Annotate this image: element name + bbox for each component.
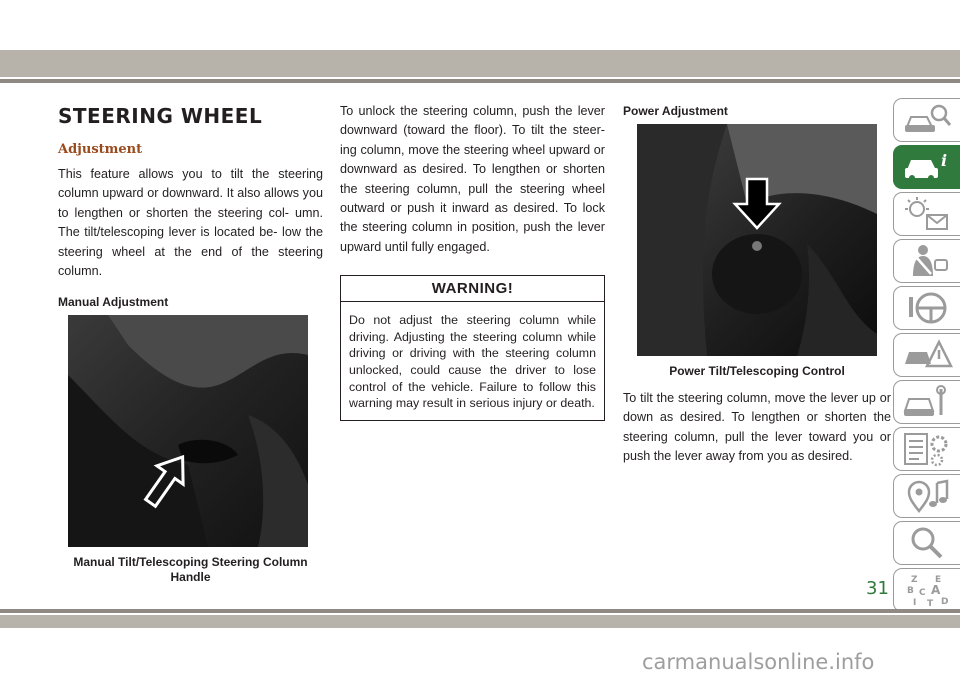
unlock-paragraph: To unlock the steering column, push the lever downward (toward the floor). To tilt the steer- ing column, move the steering wheel upward or downward as desired. To lengthen or shorten the steering column, pull the steering wheel outward or push it inward as desired. To lock the steering column in position, push the lever upward until fully engaged. <box>340 104 605 254</box>
tab-car-magnifier[interactable] <box>893 98 960 142</box>
car-warning-triangle-icon <box>901 336 953 374</box>
power-control-photo <box>637 124 877 356</box>
car-info-icon <box>901 148 953 186</box>
tab-car-info[interactable] <box>893 145 960 189</box>
manual-handle-photo <box>68 315 308 547</box>
subsection-title: Adjustment <box>58 142 143 157</box>
tab-letter: B <box>907 586 914 596</box>
svg-text:i: i <box>941 151 948 170</box>
header-rule <box>0 79 960 83</box>
power-photo-caption: Power Tilt/Telescoping Control <box>669 364 845 378</box>
location-music-icon <box>901 477 953 515</box>
intro-paragraph: This feature allows you to tilt the steering column upward or downward. It also allows you to lengthen or shorten the steering col- umn. The tilt/telescoping lever is located be- low the steering wheel at the end of the steering column. <box>58 167 323 279</box>
watermark: carmanualsonline.info <box>642 650 875 674</box>
column-right <box>623 98 891 467</box>
list-gears-icon <box>901 430 953 468</box>
tab-letter: E <box>935 575 942 585</box>
tab-specifications[interactable] <box>893 427 960 471</box>
tab-letter: C <box>919 588 926 598</box>
tab-letter: Z <box>911 575 918 585</box>
column-middle <box>340 98 605 421</box>
chapter-tabs <box>893 98 960 615</box>
tab-warning-lights[interactable] <box>893 192 960 236</box>
warning-text: Do not adjust the steering column while driving. Adjusting the steering column while driving or driving with the steering column unlocked, could cause the driver to lose control of the vehicle. Failure to follow this warning may result in serious injury or death. <box>349 313 596 411</box>
alphabet-index-icon <box>901 571 953 609</box>
tab-letter: T <box>927 599 934 609</box>
tab-alphabetical-index[interactable] <box>893 568 960 612</box>
tab-starting[interactable] <box>893 286 960 330</box>
person-seatbelt-icon <box>901 242 953 280</box>
power-paragraph: To tilt the steering column, move the lever up or down as desired. To lengthen or shorten the steering column, pull the lever toward you or push the lever away from you as desired. <box>623 391 891 464</box>
tab-letter: A <box>931 583 941 597</box>
tab-letter: D <box>941 597 949 607</box>
column-left <box>58 98 323 585</box>
car-magnifier-icon <box>901 101 953 139</box>
tab-emergency[interactable] <box>893 333 960 377</box>
tab-letter: I <box>913 598 917 608</box>
manual-adjustment-label: Manual Adjustment <box>58 295 169 310</box>
footer-rule <box>0 609 960 613</box>
tab-service[interactable] <box>893 380 960 424</box>
manual-photo-caption <box>58 555 323 585</box>
section-title: STEERING WHEEL <box>58 104 263 128</box>
footer-band <box>0 615 960 628</box>
caption-line-1: Manual Tilt/Telescoping Steering Column <box>73 555 308 570</box>
warning-box <box>340 275 605 421</box>
tab-multimedia[interactable] <box>893 474 960 518</box>
car-wrench-icon <box>901 383 953 421</box>
page-number: 31 <box>866 578 889 599</box>
search-icon <box>901 524 953 562</box>
power-adjustment-label: Power Adjustment <box>623 104 728 118</box>
warning-title: WARNING! <box>341 276 604 302</box>
warning-light-mail-icon <box>901 195 953 233</box>
steering-wheel-icon <box>901 289 953 327</box>
header-band <box>0 50 960 77</box>
caption-line-2: Handle <box>170 570 211 585</box>
tab-index-search[interactable] <box>893 521 960 565</box>
tab-safety[interactable] <box>893 239 960 283</box>
